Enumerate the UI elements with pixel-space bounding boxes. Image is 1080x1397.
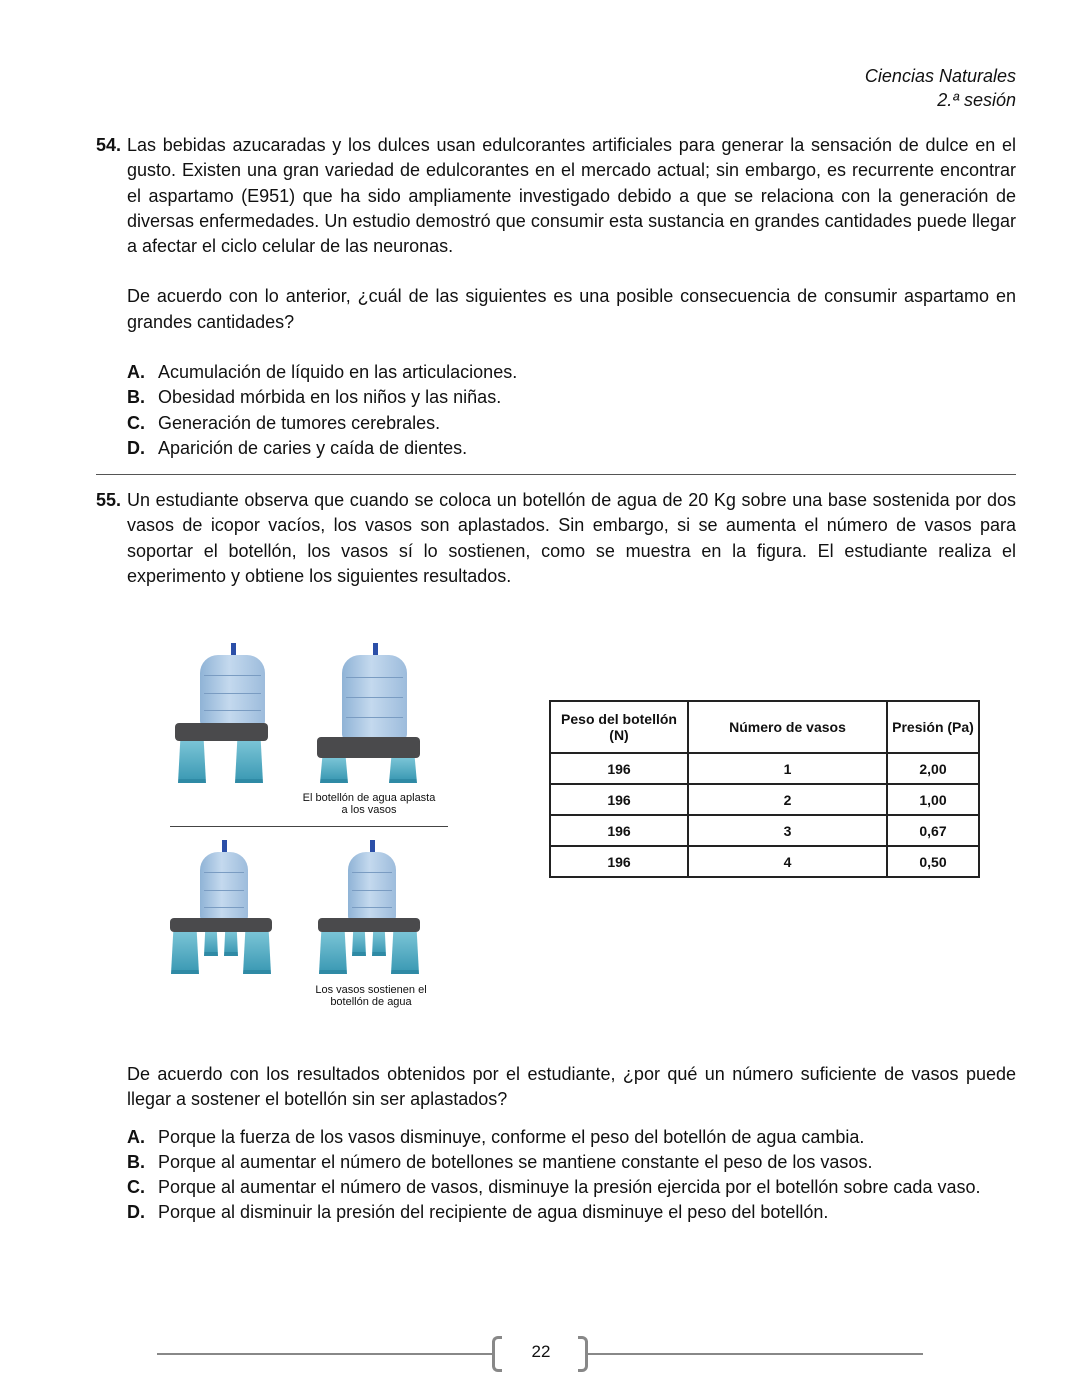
platform — [317, 737, 420, 758]
option-text: Porque la fuerza de los vasos disminuye, conforme el peso del botellón de agua cambia. — [158, 1126, 865, 1147]
cell: 0,67 — [887, 815, 979, 846]
option-text: Acumulación de líquido en las articulaciones. — [158, 362, 518, 383]
option-d[interactable] — [127, 436, 1016, 461]
question-text: Las bebidas azucaradas y los dulces usan edulcorantes artificiales para generar la sensación de dulce en el gusto. Existen una gran variedad de edulcorantes en el mercado actual; sin embargo, es recurrente encontrar el aspartamo (E951) que ha sido ampliamente investigado debido a que se relaciona con la generación de diversas enfermedades. Un estudio demostró que consumir esta sustancia en grandes cantidades puede llegar a afectar el ciclo celular de las neuronas. — [127, 135, 1016, 257]
table-row — [550, 784, 979, 815]
question-number: 55. — [96, 490, 122, 510]
water-bottle-icon — [200, 852, 248, 922]
platform — [170, 918, 272, 932]
question-number: 54. — [96, 135, 122, 155]
caption-crushed: El botellón de agua aplasta a los vasos — [302, 792, 436, 816]
divider — [96, 474, 1016, 475]
question-55-prompt — [96, 1062, 1016, 1226]
cup-icon — [235, 741, 263, 783]
table-row — [550, 815, 979, 846]
option-c[interactable] — [127, 411, 1016, 436]
column-header: Peso del botellón (N) — [550, 701, 688, 753]
question-text: Un estudiante observa que cuando se coloca un botellón de agua de 20 Kg sobre una base sostenida por dos vasos de icopor vacíos, los vasos son aplastados. Sin embargo, si se aumenta el número de vasos para soportar el botellón, los vasos sí lo sostienen, como se muestra en la figura. El estudiante realiza el experimento y obtiene los siguientes resultados. — [127, 490, 1016, 586]
table-row — [550, 753, 979, 784]
right-bracket — [578, 1336, 588, 1372]
column-header: Presión (Pa) — [887, 701, 979, 753]
cup-icon — [320, 758, 348, 783]
cup-icon — [389, 758, 417, 783]
option-text: Aparición de caries y caída de dientes. — [158, 437, 468, 458]
water-bottle-icon — [200, 655, 265, 727]
cup-icon — [224, 932, 238, 956]
option-c[interactable] — [127, 1175, 1016, 1200]
page-header — [865, 64, 1016, 112]
option-letter: D. — [127, 437, 145, 458]
figure-divider — [170, 826, 448, 827]
footer-line-right — [588, 1353, 923, 1355]
cell: 1,00 — [887, 784, 979, 815]
option-b[interactable] — [127, 385, 1016, 410]
cell: 2 — [688, 784, 887, 815]
option-letter: B. — [127, 1151, 145, 1172]
cup-icon — [171, 932, 199, 974]
cup-icon — [352, 932, 366, 956]
question-prompt: De acuerdo con lo anterior, ¿cuál de las siguientes es una posible consecuencia de consumir aspartamo en grandes cantidades? — [127, 286, 1016, 332]
table-header-row — [550, 701, 979, 753]
option-letter: A. — [127, 362, 145, 383]
question-prompt: De acuerdo con los resultados obtenidos por el estudiante, ¿por qué un número suficiente de vasos puede llegar a sostener el botellón sin ser aplastados? — [127, 1064, 1016, 1110]
option-a[interactable] — [127, 360, 1016, 385]
option-d[interactable] — [127, 1200, 1016, 1225]
cell: 4 — [688, 846, 887, 877]
option-text: Porque al disminuir la presión del recipiente de agua disminuye el peso del botellón. — [158, 1202, 829, 1223]
water-bottle-icon — [348, 852, 396, 922]
cell: 2,00 — [887, 753, 979, 784]
option-letter: A. — [127, 1126, 145, 1147]
cup-icon — [391, 932, 419, 974]
option-letter: C. — [127, 1177, 145, 1198]
cell: 196 — [550, 784, 688, 815]
footer-line-left — [157, 1353, 493, 1355]
cup-icon — [204, 932, 218, 956]
cell: 196 — [550, 846, 688, 877]
option-a[interactable] — [127, 1125, 1016, 1150]
page-number: 22 — [531, 1342, 551, 1361]
water-bottle-icon — [342, 655, 407, 740]
option-text: Generación de tumores cerebrales. — [158, 412, 441, 433]
options — [127, 360, 1016, 461]
session: 2.ª sesión — [937, 90, 1016, 110]
cell: 3 — [688, 815, 887, 846]
table-row — [550, 846, 979, 877]
question-54 — [96, 133, 1016, 461]
cup-icon — [372, 932, 386, 956]
option-text: Porque al aumentar el número de botellones se mantiene constante el peso de los vasos. — [158, 1151, 873, 1172]
platform — [175, 723, 268, 741]
option-letter: C. — [127, 412, 145, 433]
options — [127, 1125, 1016, 1226]
option-b[interactable] — [127, 1150, 1016, 1175]
cup-icon — [178, 741, 206, 783]
cup-icon — [319, 932, 347, 974]
option-letter: B. — [127, 387, 145, 408]
caption-supported: Los vasos sostienen el botellón de agua — [315, 984, 427, 1008]
platform — [318, 918, 420, 932]
subject: Ciencias Naturales — [864, 66, 1016, 86]
option-text: Obesidad mórbida en los niños y las niñas. — [158, 387, 502, 408]
option-text: Porque al aumentar el número de vasos, disminuye la presión ejercida por el botellón sobre cada vaso. — [158, 1177, 981, 1198]
cup-icon — [243, 932, 271, 974]
cell: 196 — [550, 815, 688, 846]
option-letter: D. — [127, 1202, 145, 1223]
cell: 0,50 — [887, 846, 979, 877]
column-header: Número de vasos — [688, 701, 887, 753]
question-55 — [96, 488, 1016, 589]
results-table — [549, 700, 980, 878]
cell: 1 — [688, 753, 887, 784]
cell: 196 — [550, 753, 688, 784]
